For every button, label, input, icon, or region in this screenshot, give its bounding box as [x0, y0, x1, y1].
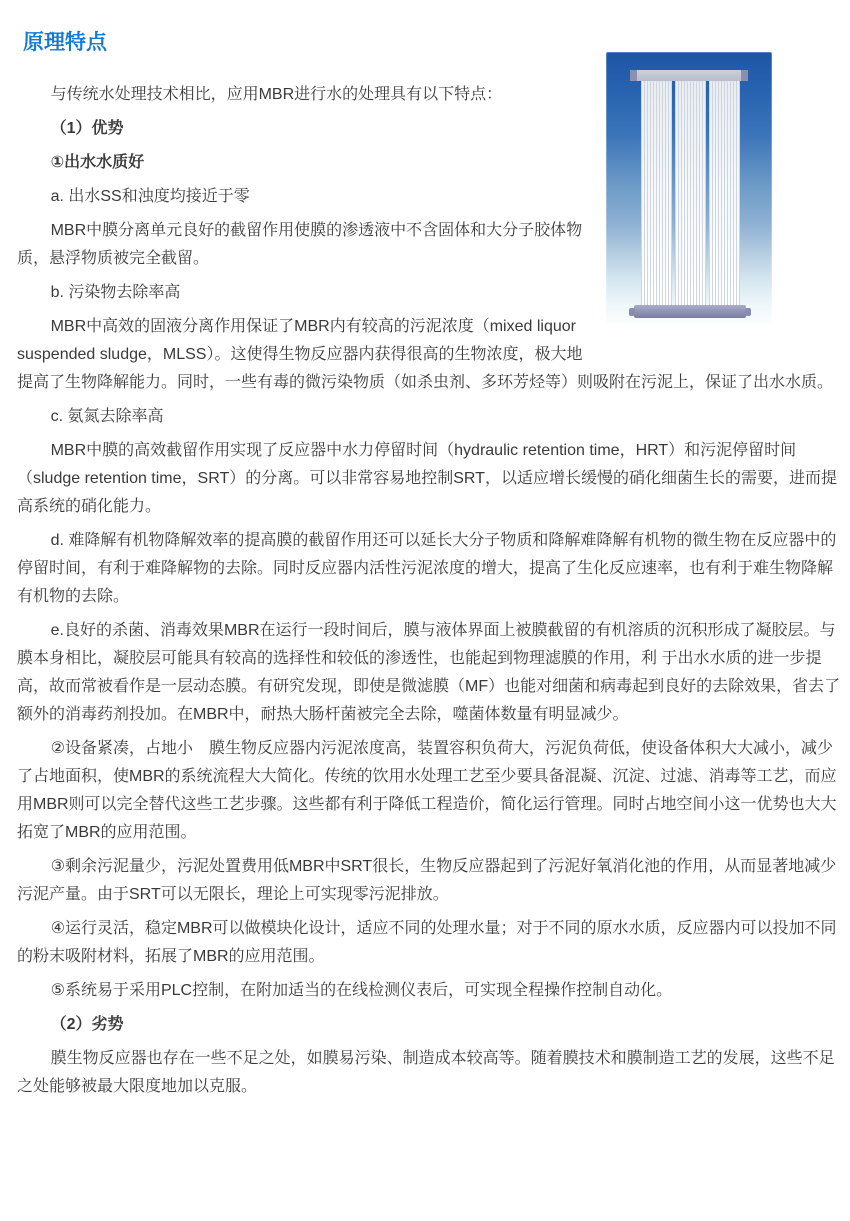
item-a-effluent-ss: a. 出水SS和浊度均接近于零 [50, 188, 250, 205]
page-title: 原理特点 [23, 31, 107, 54]
membrane-curtain-right [709, 81, 740, 308]
item-4-flexible-operation: ④运行灵活，稳定MBR可以做模块化设计，适应不同的处理水量；对于不同的原水水质，反应器内可以投加不同的粉末吸附材料，拓展了MBR的应用范围。 [17, 920, 837, 965]
heading-advantages: （1）优势 [50, 120, 124, 137]
item-d-refractory-organics: d. 难降解有机物降解效率的提高膜的截留作用还可以延长大分子物质和降解难降解有机物的微生物在反应器中的停留时间，有利于难降解物的去除。同时反应器内活性污泥浓度的增大，提高了生化反应速率，也有利于难生物降解有机物的去除。 [17, 532, 837, 605]
module-top-header [636, 70, 742, 81]
para-mlss: MBR中高效的固液分离作用保证了MBR内有较高的污泥浓度（mixed liquor suspended sludge，MLSS）。这使得生物反应器内获得很高的生物浓度，极大地提高了生物降解能力。同时，一些有毒的微污染物质（如杀虫剂、多环芳烃等）则吸附在污泥上，保证了出水水质。 [17, 318, 834, 391]
item-c-ammonia-removal: c. 氨氮去除率高 [50, 408, 164, 425]
membrane-curtain-left [641, 81, 672, 308]
item-e-disinfection: e.良好的杀菌、消毒效果MBR在运行一段时间后，膜与液体界面上被膜截留的有机溶质的沉积形成了凝胶层。与膜本身相比，凝胶层可能具有较高的选择性和较低的渗透性，也能起到物理滤膜的作用，利 于出水水质的进一步提高，故而常被看作是一层动态膜。有研究发现，即使是微滤膜（MF）也能对细菌和病毒起到良好的去除效果，省去了额外的消毒药剂投加。在MBR中，耐热大肠杆菌被完全去除，噬菌体数量有明显减少。 [17, 622, 841, 723]
heading-disadvantages: （2）劣势 [50, 1016, 124, 1033]
figure-float [606, 52, 772, 352]
para-membrane-separation: MBR中膜分离单元良好的截留作用使膜的渗透液中不含固体和大分子胶体物质，悬浮物质被完全截留。 [17, 222, 583, 267]
module-bottom-header [634, 305, 746, 318]
item-b-pollutant-removal: b. 污染物去除率高 [50, 284, 181, 301]
intro-paragraph: 与传统水处理技术相比，应用MBR进行水的处理具有以下特点： [50, 86, 503, 103]
para-hrt-srt: MBR中膜的高效截留作用实现了反应器中水力停留时间（hydraulic retention time，HRT）和污泥停留时间（sludge retention time，SRT）的分离。可以非常容易地控制SRT，以适应增长缓慢的硝化细菌生长的需要，进而提高系统的硝化能力。 [17, 442, 837, 515]
item-5-plc-control: ⑤系统易于采用PLC控制，在附加适当的在线检测仪表后，可实现全程操作控制自动化。 [50, 982, 673, 999]
subheading-effluent-quality: ①出水水质好 [50, 154, 145, 171]
membrane-module-image [606, 52, 772, 324]
item-3-less-sludge: ③剩余污泥量少，污泥处置费用低MBR中SRT很长，生物反应器起到了污泥好氧消化池的作用，从而显著地减少污泥产量。由于SRT可以无限长，理论上可实现零污泥排放。 [17, 858, 837, 903]
para-disadvantages: 膜生物反应器也存在一些不足之处，如膜易污染、制造成本较高等。随着膜技术和膜制造工艺的发展，这些不足之处能够被最大限度地加以克服。 [17, 1050, 835, 1095]
item-2-compact-equipment: ②设备紧凑，占地小 膜生物反应器内污泥浓度高，装置容积负荷大，污泥负荷低，使设备体积大大减小，减少了占地面积，使MBR的系统流程大大简化。传统的饮用水处理工艺至少要具备混凝、沉淀、过滤、消毒等工艺，而应用MBR则可以完全替代这些工艺步骤。这些都有利于降低工程造价，简化运行管理。同时占地空间小这一优势也大大拓宽了MBR的应用范围。 [17, 740, 837, 841]
membrane-curtain-middle [675, 81, 706, 308]
